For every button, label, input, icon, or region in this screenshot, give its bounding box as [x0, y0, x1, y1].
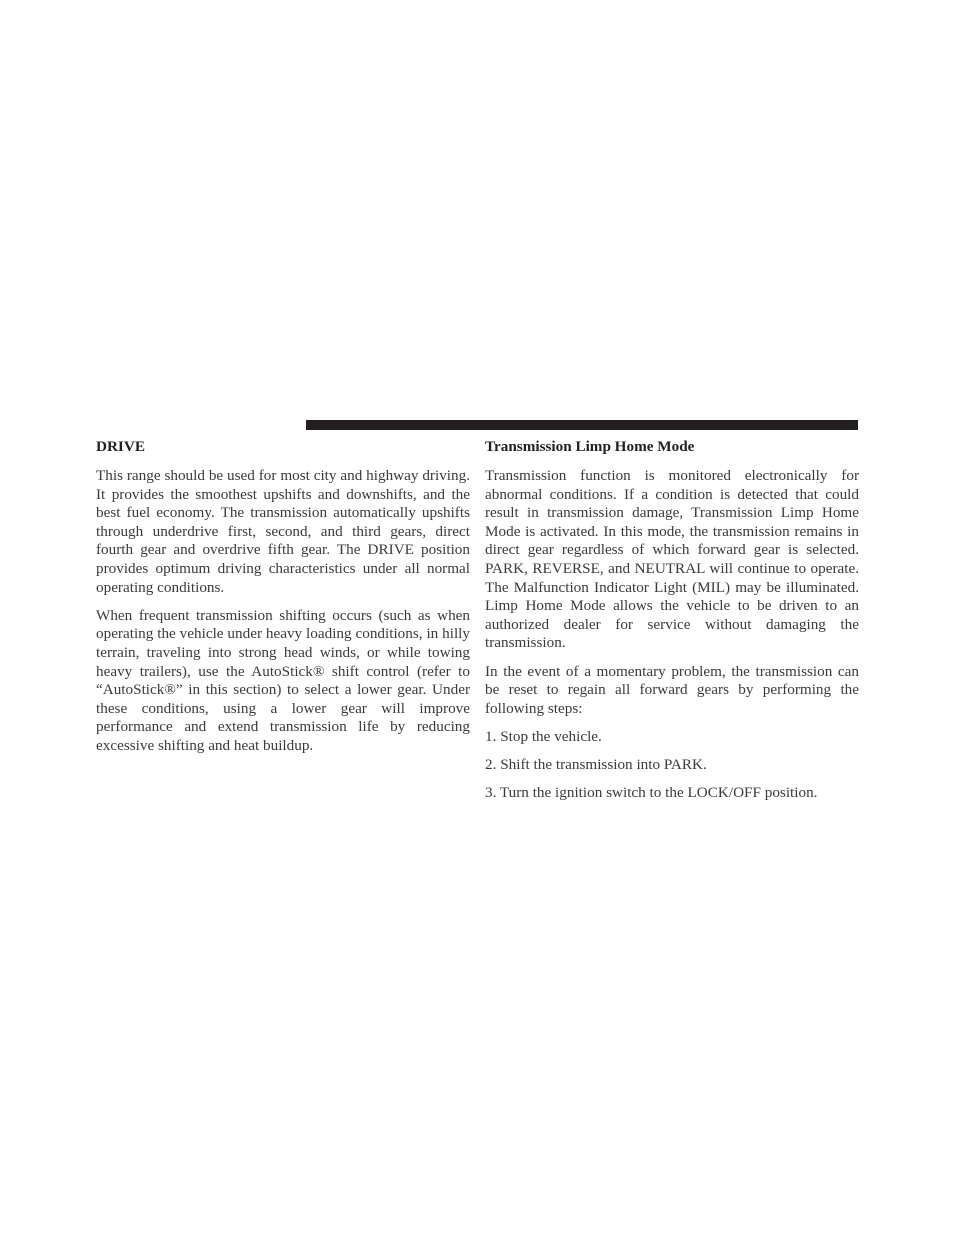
drive-paragraph-2: When frequent transmission shifting occurs (such as when operating the vehicle under heavy loading conditions, in hilly terrain, traveling into strong head winds, or while towing heavy trailers), use the AutoStick® shift control (refer to “AutoStick®” in this section) to select a lower gear. Under these conditions, using a lower gear will improve performance and extend transmission life by reducing excessive shifting and heat buildup. [96, 606, 470, 754]
left-column [96, 437, 470, 765]
limp-home-paragraph-2: In the event of a momentary problem, the transmission can be reset to regain all forward gears by performing the following steps: [485, 662, 859, 717]
section-header-rule [306, 420, 858, 430]
step-3: 3. Turn the ignition switch to the LOCK/OFF position. [485, 784, 818, 802]
right-column [485, 437, 859, 812]
limp-home-heading: Transmission Limp Home Mode [485, 438, 695, 455]
step-1: 1. Stop the vehicle. [485, 727, 602, 745]
step-2: 2. Shift the transmission into PARK. [485, 756, 707, 774]
drive-paragraph-1: This range should be used for most city and highway driving. It provides the smoothest upshifts and downshifts, and the best fuel economy. The transmission automatically upshifts through underdrive first, second, and third gears, direct fourth gear and overdrive fifth gear. The DRIVE position provides optimum driving characteristics under all normal operating conditions. [96, 467, 470, 596]
limp-home-paragraph-1: Transmission function is monitored electronically for abnormal conditions. If a condition is detected that could result in transmission damage, Transmission Limp Home Mode is activated. In this mode, the transmission remains in direct gear regardless of which forward gear is selected. PARK, REVERSE, and NEUTRAL will continue to operate. The Malfunction Indicator Light (MIL) may be illuminated. Limp Home Mode allows the vehicle to be driven to an authorized dealer for service without damaging the transmission. [485, 467, 859, 652]
drive-heading: DRIVE [96, 438, 145, 455]
